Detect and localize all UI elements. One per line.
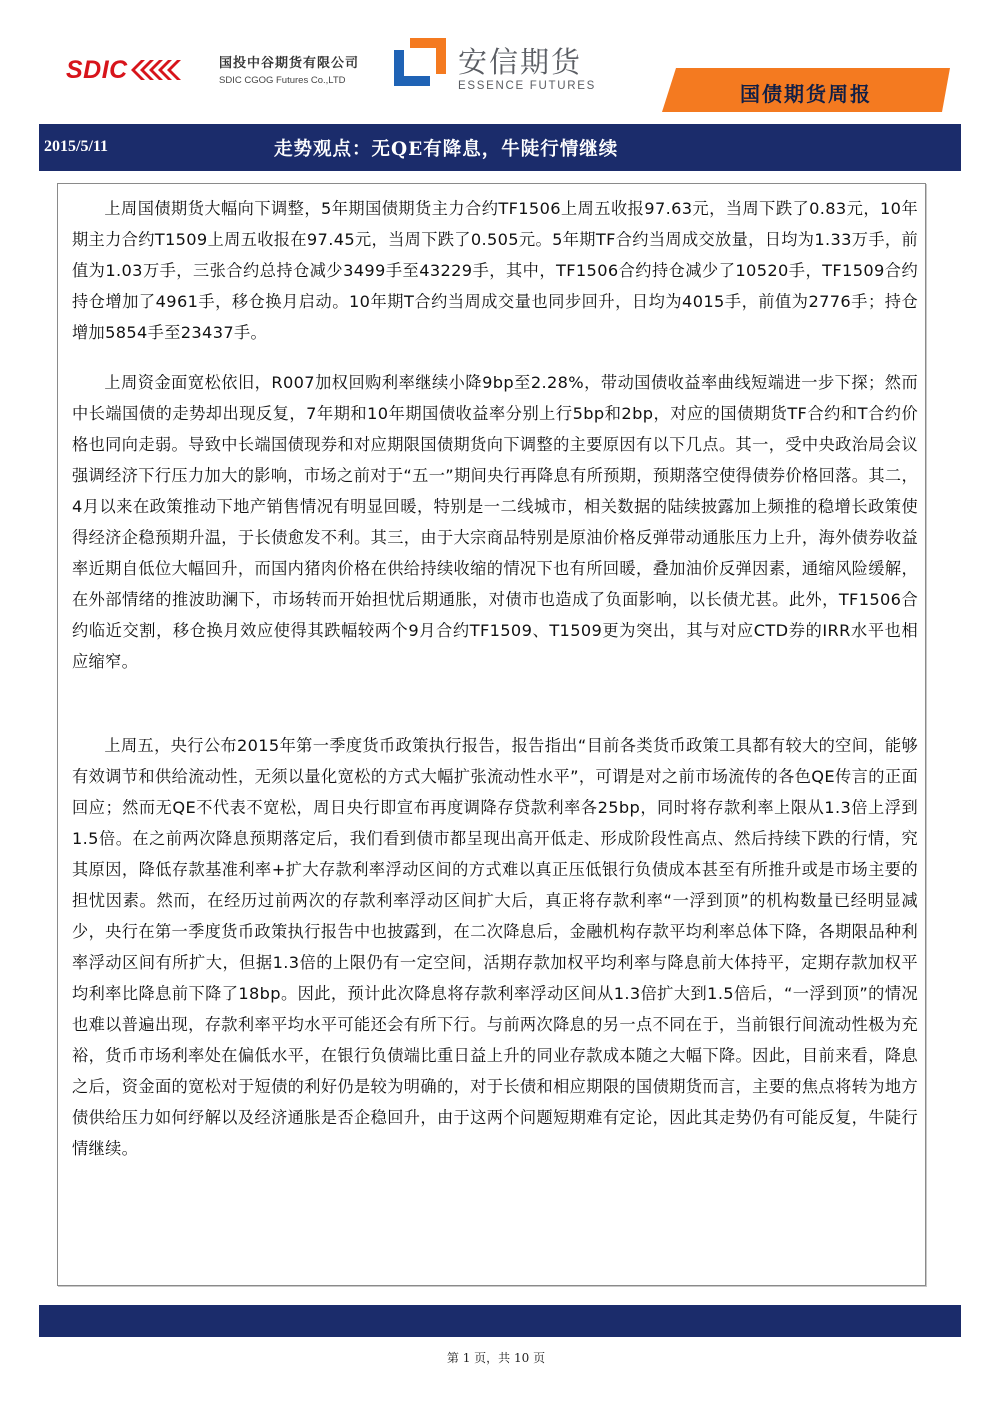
report-type-label: 国债期货周报 (740, 82, 872, 106)
report-type-tag (662, 68, 950, 112)
essence-square-icon (392, 36, 448, 88)
report-headline: 走势观点：无QE有降息，牛陡行情继续 (274, 139, 619, 160)
footer-bar (39, 1305, 961, 1337)
paragraph-funding-analysis: 上周资金面宽松依旧，R007加权回购利率继续小降9bp至2.28%，带动国债收益率曲线短端进一步下探；然而中长端国债的走势却出现反复，7年期和10年期国债收益率分别上行5bp和2bp，对应的国债期货TF合约和T合约价格也同向走弱。导致中长端国债现券和对应期限国债期货向下调整的主要原因有以下几点。其一，受中央政治局会议强调经济下行压力加大的影响，市场之前对于“五一”期间央行再降息有所预期，预期落空使得债券价格回落。其二，4月以来在政策推动下地产销售情况有明显回暖，特别是一二线城市，相关数据的陆续披露加上频推的稳增长政策使得经济企稳预期升温，于长债愈发不利。其三，由于大宗商品特别是原油价格反弹带动通胀压力上升，海外债券收益率近期自低位大幅回升，而国内猪肉价格在供给持续收缩的情况下也有所回暖，叠加油价反弹因素，通缩风险缓解，在外部情绪的推波助澜下，市场转而开始担忧后期通胀，对债市也造成了负面影响，以长债尤甚。此外，TF1506合约临近交割，移仓换月效应使得其跌幅较两个9月合约TF1509、T1509更为突出，其与对应CTD券的IRR水平也相应缩窄。 (72, 373, 918, 671)
title-bar (39, 124, 961, 171)
sdic-logo-text: SDIC (66, 55, 128, 84)
essence-company-names (458, 46, 596, 92)
sdic-logo (66, 50, 181, 90)
essence-company-cn: 安信期货 (458, 45, 583, 79)
paragraph-policy-outlook: 上周五，央行公布2015年第一季度货币政策执行报告，报告指出“目前各类货币政策工具都有较大的空间，能够有效调节和供给流动性，无须以量化宽松的方式大幅扩张流动性水平”，可谓是对之前市场流传的各色QE传言的正面回应；然而无QE不代表不宽松，周日央行即宣布再度调降存贷款利率各25bp，同时将存款利率上限从1.3倍上浮到1.5倍。在之前两次降息预期落定后，我们看到债市都呈现出高开低走、形成阶段性高点、然后持续下跌的行情，究其原因，降低存款基准利率+扩大存款利率浮动区间的方式难以真正压低银行负债成本甚至有所推升或是市场主要的担忧因素。然而，在经历过前两次的存款利率浮动区间扩大后，真正将存款利率“一浮到顶”的机构数量已经明显减少，央行在第一季度货币政策执行报告中也披露到，在二次降息后，金融机构存款平均利率总体下降，各期限品种利率浮动区间有所扩大，但据1.3倍的上限仍有一定空间，活期存款加权平均利率与降息前大体持平，定期存款加权平均利率比降息前下降了18bp。因此，预计此次降息将存款利率浮动区间从1.3倍扩大到1.5倍后，“一浮到顶”的情况也难以普遍出现，存款利率平均水平可能还会有所下行。与前两次降息的另一点不同在于，当前银行间流动性极为充裕，货币市场利率处在偏低水平，在银行负债端比重日益上升的同业存款成本随之大幅下降。因此，目前来看，降息之后，资金面的宽松对于短债的利好仍是较为明确的，对于长债和相应期限的国债期货而言，主要的焦点将转为地方债供给压力如何纾解以及经济通胀是否企稳回升，由于这两个问题短期难有定论，因此其走势仍有可能反复，牛陡行情继续。 (72, 736, 918, 1158)
sdic-company-cn: 国投中谷期货有限公司 (219, 56, 360, 71)
page-number: 第 1 页，共 10 页 (446, 1351, 546, 1365)
paragraph-market-review: 上周国债期货大幅向下调整，5年期国债期货主力合约TF1506上周五收报97.63元，当周下跌了0.83元，10年期主力合约T1509上周五收报在97.45元，当周下跌了0.505元。5年期TF合约当周成交放量，日均为1.33万手，前值为1.03万手，三张合约总持仓减少3499手至43229手，其中，TF1506合约持仓减少了10520手，TF1509合约持仓增加了4961手，移仓换月启动。10年期T合约当周成交量也同步回升，日均为4015手，前值为2776手；持仓增加5854手至23437手。 (72, 199, 918, 342)
essence-company-en: ESSENCE FUTURES (458, 80, 596, 92)
sdic-arrows-icon (131, 55, 181, 85)
sdic-company-en: SDIC CGOG Futures Co.,LTD (219, 75, 346, 86)
report-date: 2015/5/11 (44, 138, 109, 155)
sdic-company-names (219, 52, 359, 86)
content-box (57, 183, 926, 1286)
